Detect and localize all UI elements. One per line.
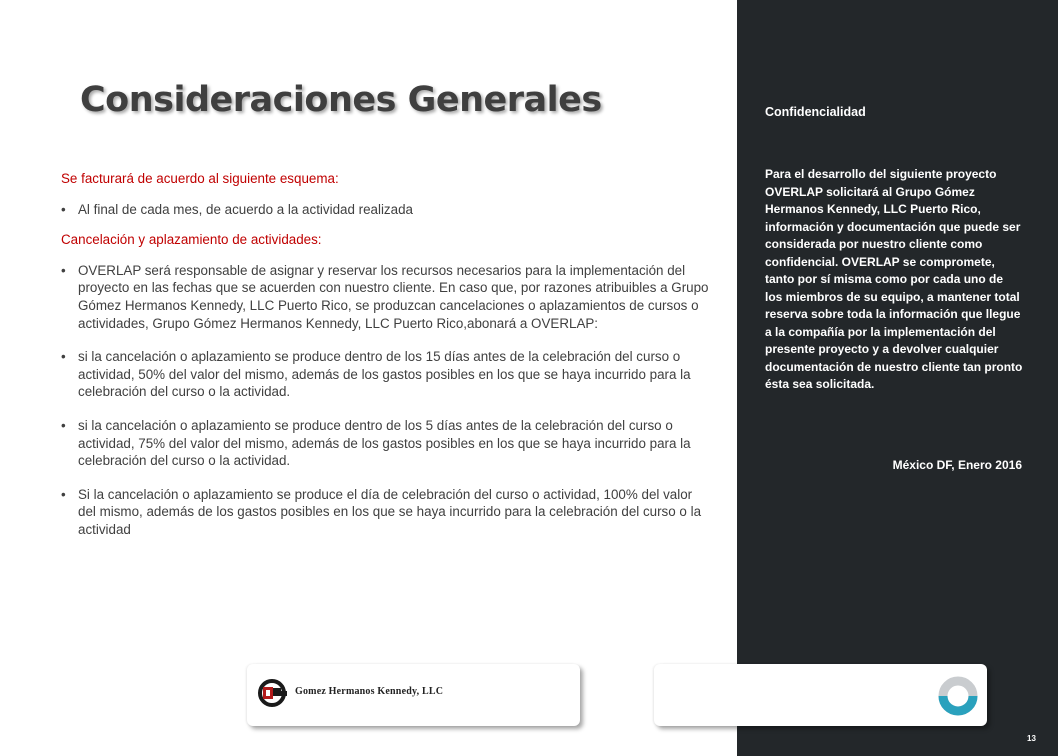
cancellation-item: • Si la cancelación o aplazamiento se produce el día de celebración del curso o actividad, 100% del valor del mismo, además de los gastos posibles en los que se haya incurrido para la celebración del curso o la actividad: [61, 486, 711, 539]
overlap-ring-logo-icon: [937, 675, 979, 717]
cancellation-item: • si la cancelación o aplazamiento se produce dentro de los 5 días antes de la celebración del curso o actividad, 75% del valor del mismo, además de los gastos posibles en los que se haya incurrido para la celebración del curso o la actividad.: [61, 417, 711, 470]
confidentiality-text: Para el desarrollo del siguiente proyecto OVERLAP solicitará al Grupo Gómez Hermanos Kennedy, LLC Puerto Rico, información y documentación que puede ser considerada por nuestro cliente como confidencial. OVERLAP se compromete, tanto por sí misma como por cada uno de los miembros de su equipo, a mantener total reserva sobre toda la información que llegue a la compañía por la implementación del presente proyecto y a devolver cualquier documentación de nuestro cliente tan pronto ésta sea solicitada.: [765, 167, 1023, 391]
confidentiality-heading: Confidencialidad: [765, 105, 866, 119]
cancellation-item: • OVERLAP será responsable de asignar y reservar los recursos necesarios para la implementación del proyecto en las fechas que se acuerden con nuestro cliente. En caso que, por razones atribuibles a Grupo Gómez Hermanos Kennedy, LLC Puerto Rico, se produzcan cancelaciones o aplazamientos de cursos o actividades, Grupo Gómez Hermanos Kennedy, LLC Puerto Rico,abonará a OVERLAP:: [61, 262, 711, 332]
client-logo: [257, 678, 444, 708]
place-date: México DF, Enero 2016: [892, 458, 1022, 472]
billing-item: • Al final de cada mes, de acuerdo a la actividad realizada: [61, 201, 711, 219]
client-logo-mark-icon: [257, 678, 291, 708]
client-logo-card: [247, 664, 580, 726]
page-title: Consideraciones Generales: [80, 80, 602, 120]
cancellation-item: • si la cancelación o aplazamiento se produce dentro de los 15 días antes de la celebración del curso o actividad, 50% del valor del mismo, además de los gastos posibles en los que se haya incurrido para la celebración del curso o la actividad.: [61, 348, 711, 401]
main-content: [61, 170, 711, 552]
page-number: 13: [1027, 734, 1036, 743]
overlap-logo-card: [654, 664, 987, 726]
cancellation-heading: Cancelación y aplazamiento de actividades:: [61, 232, 322, 248]
client-logo-text: Gomez Hermanos Kennedy, LLC: [295, 686, 444, 697]
billing-heading: Se facturará de acuerdo al siguiente esquema:: [61, 171, 339, 186]
